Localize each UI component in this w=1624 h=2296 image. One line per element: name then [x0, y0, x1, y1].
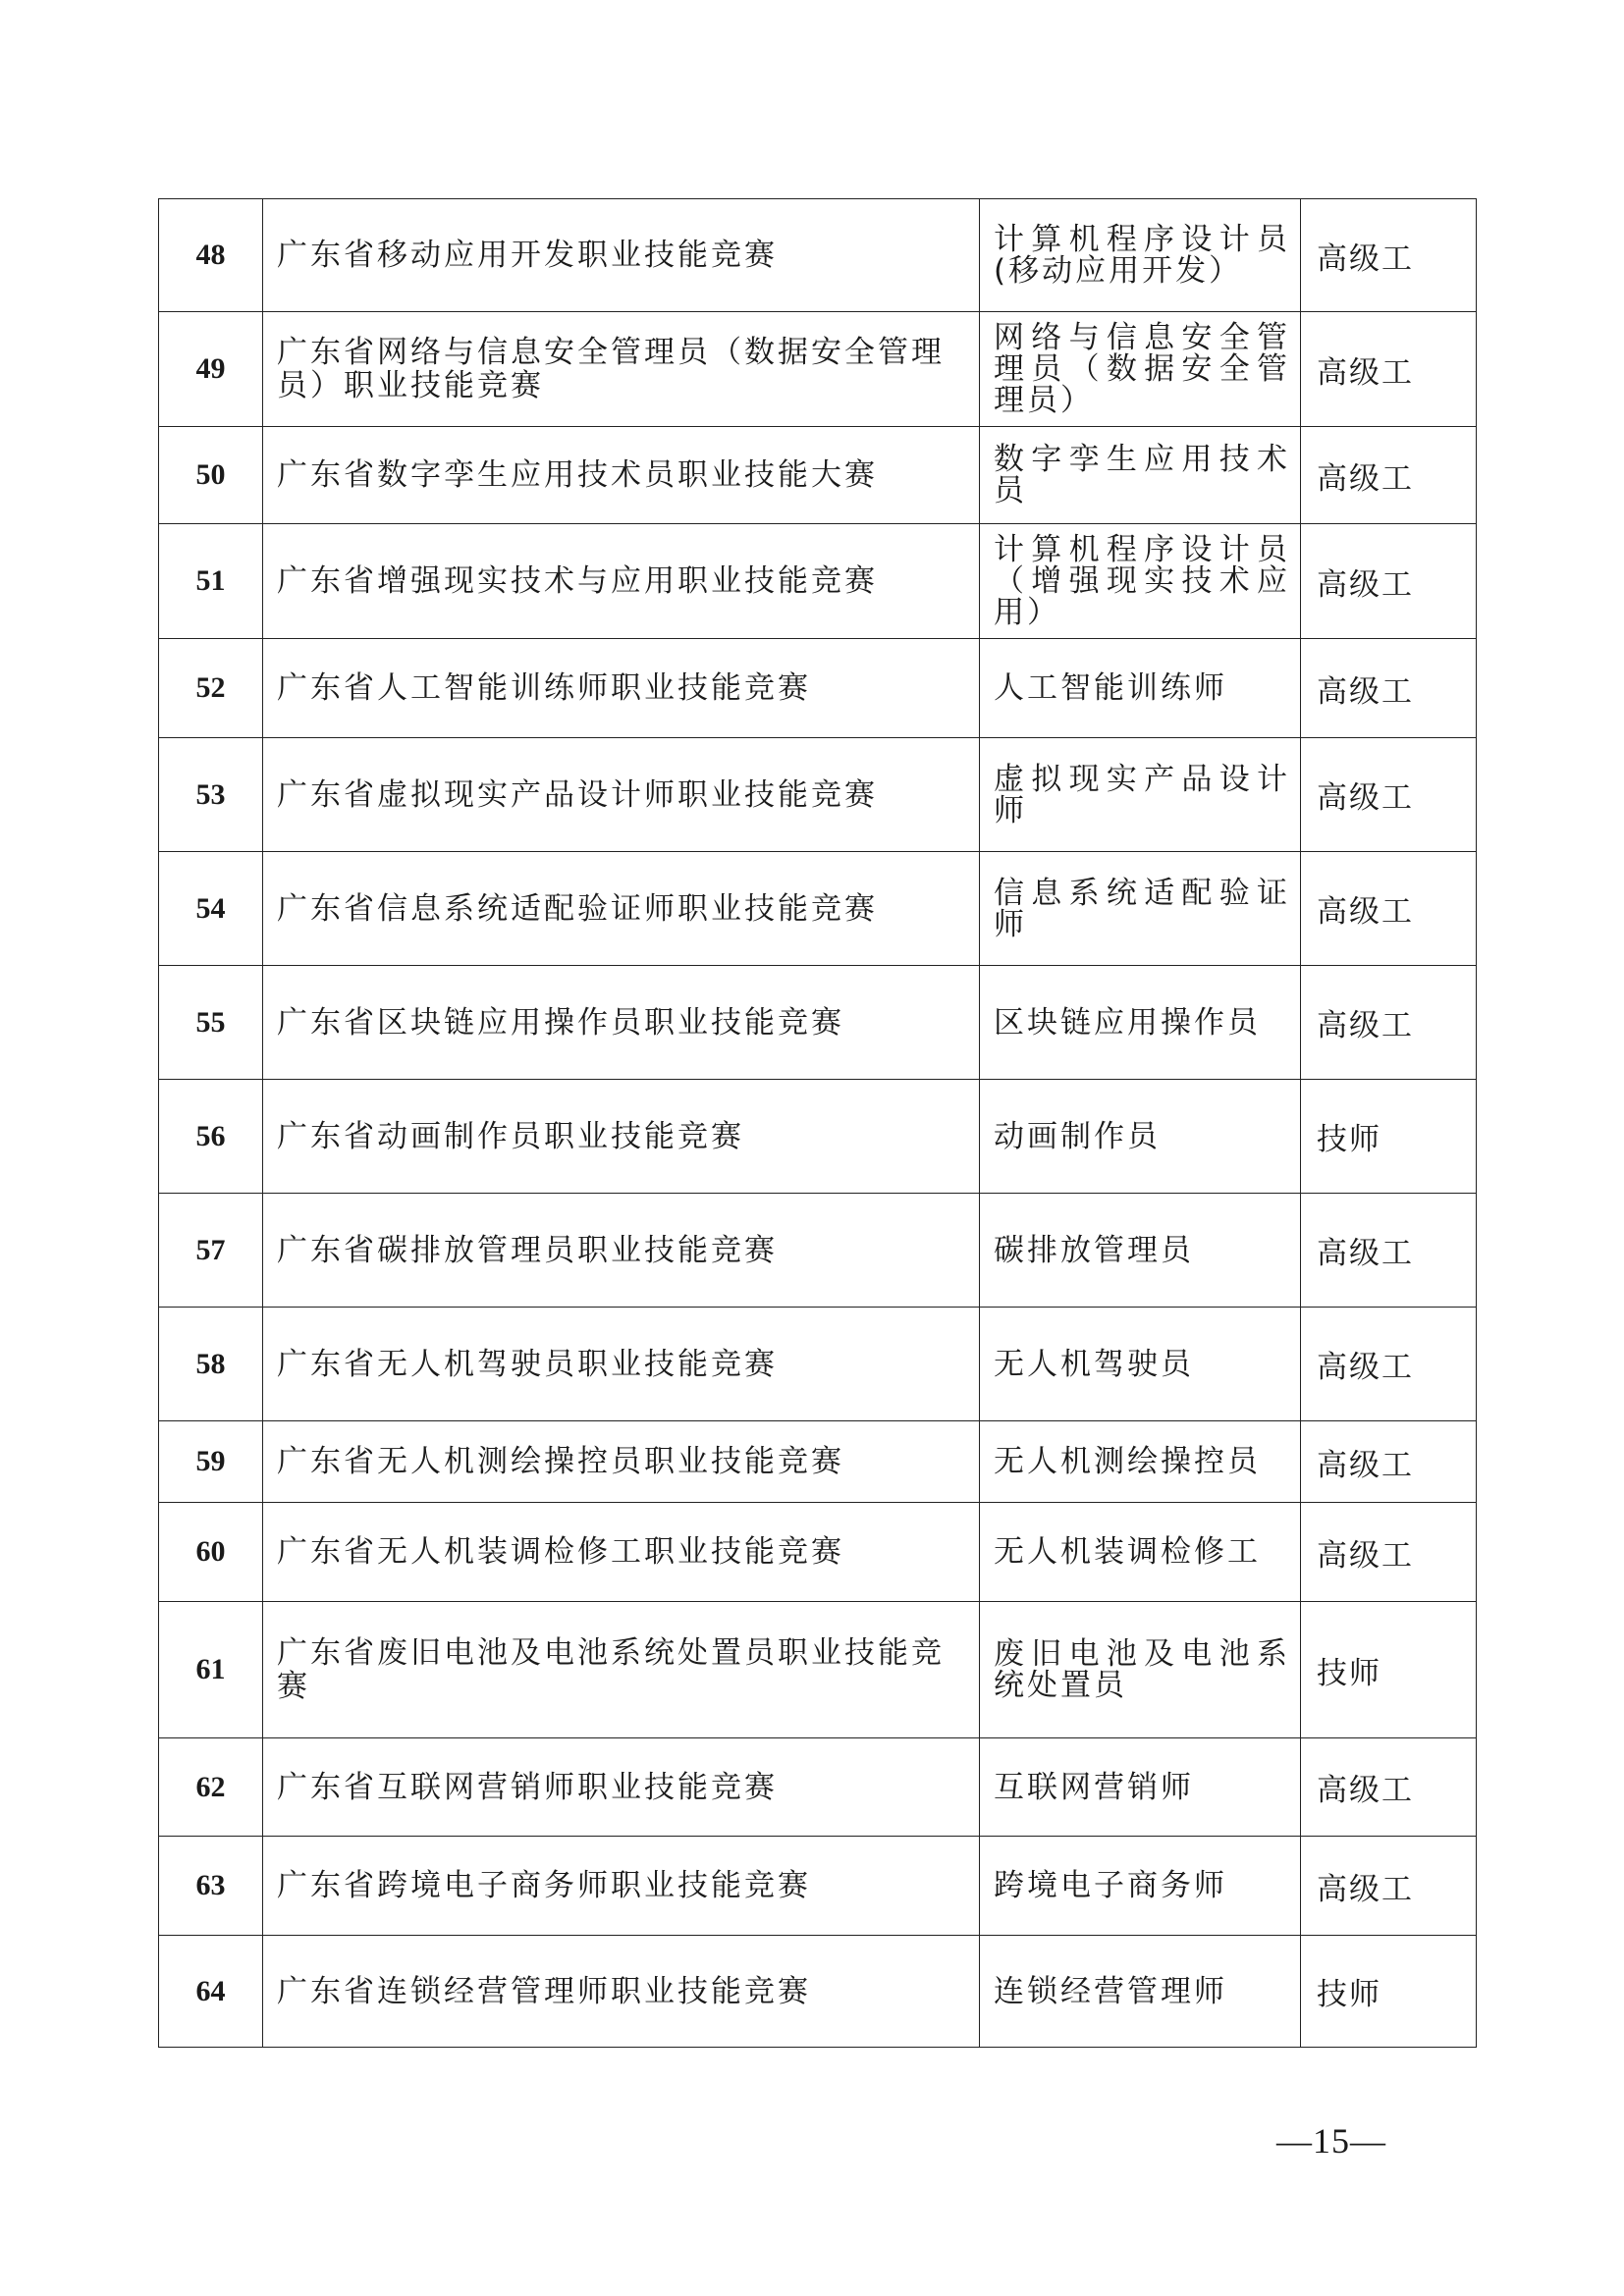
competition-name: 广东省信息系统适配验证师职业技能竞赛 — [263, 852, 980, 966]
table-body — [159, 199, 1477, 2048]
competition-name: 广东省动画制作员职业技能竞赛 — [263, 1080, 980, 1194]
occupation: 人工智能训练师 — [980, 639, 1301, 738]
competition-name: 广东省数字孪生应用技术员职业技能大赛 — [263, 427, 980, 524]
skill-level: 高级工 — [1301, 312, 1477, 427]
skill-level: 高级工 — [1301, 427, 1477, 524]
occupation: 网络与信息安全管理员（数据安全管理员） — [980, 312, 1301, 427]
table-row — [159, 1837, 1477, 1936]
competition-name: 广东省连锁经营管理师职业技能竞赛 — [263, 1936, 980, 2048]
competition-name: 广东省碳排放管理员职业技能竞赛 — [263, 1194, 980, 1308]
table-row — [159, 1080, 1477, 1194]
occupation: 虚拟现实产品设计师 — [980, 738, 1301, 852]
row-number: 64 — [159, 1936, 263, 2048]
table-row — [159, 738, 1477, 852]
skill-level: 技师 — [1301, 1602, 1477, 1738]
table-row — [159, 1421, 1477, 1503]
occupation: 跨境电子商务师 — [980, 1837, 1301, 1936]
skill-level: 高级工 — [1301, 639, 1477, 738]
occupation: 区块链应用操作员 — [980, 966, 1301, 1080]
skill-level: 高级工 — [1301, 1194, 1477, 1308]
row-number: 56 — [159, 1080, 263, 1194]
table-row — [159, 1738, 1477, 1837]
occupation: 废旧电池及电池系统处置员 — [980, 1602, 1301, 1738]
table-row — [159, 1602, 1477, 1738]
competition-name: 广东省废旧电池及电池系统处置员职业技能竞赛 — [263, 1602, 980, 1738]
competition-name: 广东省增强现实技术与应用职业技能竞赛 — [263, 524, 980, 639]
competition-table — [158, 198, 1477, 2048]
table-row — [159, 852, 1477, 966]
row-number: 63 — [159, 1837, 263, 1936]
row-number: 52 — [159, 639, 263, 738]
table-row — [159, 312, 1477, 427]
skill-level: 高级工 — [1301, 199, 1477, 312]
skill-level: 高级工 — [1301, 1837, 1477, 1936]
skill-level: 高级工 — [1301, 738, 1477, 852]
table-row — [159, 199, 1477, 312]
competition-name: 广东省人工智能训练师职业技能竞赛 — [263, 639, 980, 738]
skill-level: 高级工 — [1301, 1308, 1477, 1421]
occupation: 信息系统适配验证师 — [980, 852, 1301, 966]
table-row — [159, 639, 1477, 738]
competition-name: 广东省无人机测绘操控员职业技能竞赛 — [263, 1421, 980, 1503]
competition-name: 广东省无人机装调检修工职业技能竞赛 — [263, 1503, 980, 1602]
table-row — [159, 1308, 1477, 1421]
competition-name: 广东省互联网营销师职业技能竞赛 — [263, 1738, 980, 1837]
occupation: 动画制作员 — [980, 1080, 1301, 1194]
occupation: 互联网营销师 — [980, 1738, 1301, 1837]
row-number: 57 — [159, 1194, 263, 1308]
skill-level: 高级工 — [1301, 852, 1477, 966]
occupation: 无人机驾驶员 — [980, 1308, 1301, 1421]
occupation: 连锁经营管理师 — [980, 1936, 1301, 2048]
occupation: 碳排放管理员 — [980, 1194, 1301, 1308]
table-row — [159, 427, 1477, 524]
occupation: 计算机程序设计员（增强现实技术应用） — [980, 524, 1301, 639]
row-number: 60 — [159, 1503, 263, 1602]
skill-level: 高级工 — [1301, 1421, 1477, 1503]
row-number: 58 — [159, 1308, 263, 1421]
skill-level: 技师 — [1301, 1080, 1477, 1194]
competition-name: 广东省无人机驾驶员职业技能竞赛 — [263, 1308, 980, 1421]
table-row — [159, 1936, 1477, 2048]
row-number: 62 — [159, 1738, 263, 1837]
row-number: 49 — [159, 312, 263, 427]
row-number: 48 — [159, 199, 263, 312]
competition-name: 广东省网络与信息安全管理员（数据安全管理员）职业技能竞赛 — [263, 312, 980, 427]
row-number: 59 — [159, 1421, 263, 1503]
row-number: 53 — [159, 738, 263, 852]
row-number: 61 — [159, 1602, 263, 1738]
page-number: —15— — [1276, 2121, 1386, 2161]
occupation: 无人机测绘操控员 — [980, 1421, 1301, 1503]
competition-name: 广东省区块链应用操作员职业技能竞赛 — [263, 966, 980, 1080]
skill-level: 高级工 — [1301, 1503, 1477, 1602]
table-row — [159, 1194, 1477, 1308]
skill-level: 技师 — [1301, 1936, 1477, 2048]
skill-level: 高级工 — [1301, 1738, 1477, 1837]
row-number: 54 — [159, 852, 263, 966]
occupation: 数字孪生应用技术员 — [980, 427, 1301, 524]
table-row — [159, 966, 1477, 1080]
table-row — [159, 524, 1477, 639]
competition-name: 广东省虚拟现实产品设计师职业技能竞赛 — [263, 738, 980, 852]
table-row — [159, 1503, 1477, 1602]
occupation: 无人机装调检修工 — [980, 1503, 1301, 1602]
skill-level: 高级工 — [1301, 524, 1477, 639]
row-number: 50 — [159, 427, 263, 524]
competition-name: 广东省跨境电子商务师职业技能竞赛 — [263, 1837, 980, 1936]
skill-level: 高级工 — [1301, 966, 1477, 1080]
competition-name: 广东省移动应用开发职业技能竞赛 — [263, 199, 980, 312]
occupation: 计算机程序设计员(移动应用开发） — [980, 199, 1301, 312]
row-number: 51 — [159, 524, 263, 639]
row-number: 55 — [159, 966, 263, 1080]
